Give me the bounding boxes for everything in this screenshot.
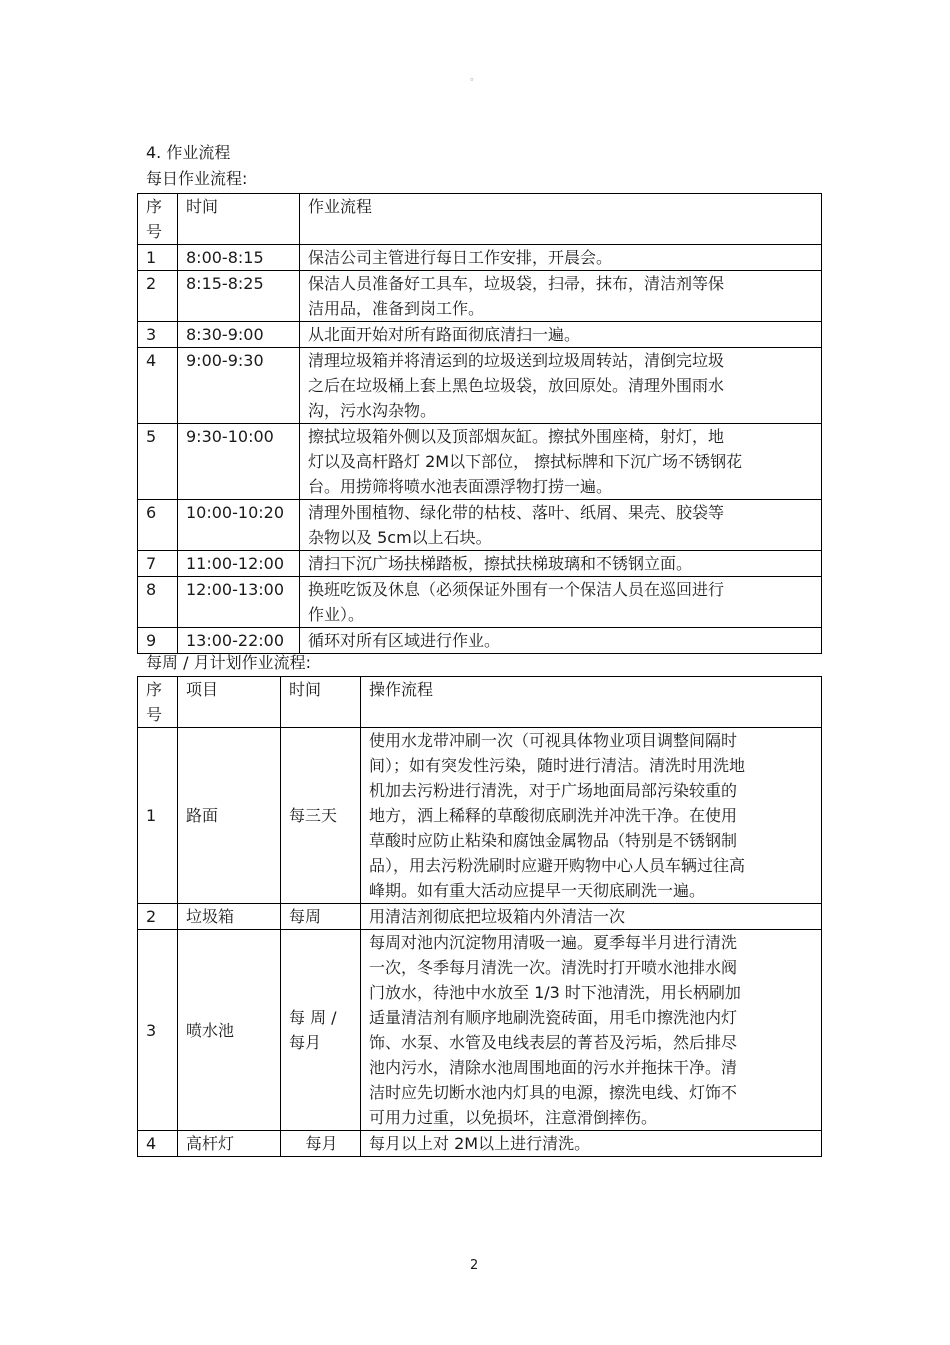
row-time: 13:00-22:00 [178,628,300,654]
weekly-table-title: 每周 / 月计划作业流程: [146,653,311,672]
table-header-row [138,677,822,728]
header-cell-process: 作业流程 [300,194,822,245]
table-header-row [138,194,822,245]
row-time: 每三天 [281,728,361,904]
row-time: 8:30-9:00 [178,322,300,348]
row-index: 4 [138,348,178,424]
row-item: 垃圾箱 [178,904,281,930]
table-row [138,424,822,500]
row-time: 10:00-10:20 [178,500,300,551]
row-time: 9:30-10:00 [178,424,300,500]
header-cell-operation: 操作流程 [361,677,822,728]
table-row [138,348,822,424]
row-operation: 每月以上对 2M以上进行清洗。 [361,1131,822,1157]
row-time: 8:15-8:25 [178,271,300,322]
row-index: 2 [138,271,178,322]
table-row [138,551,822,577]
header-cell-index: 序 号 [138,677,178,728]
row-index: 7 [138,551,178,577]
row-time: 8:00-8:15 [178,245,300,271]
row-item: 路面 [178,728,281,904]
section-title: 4. 作业流程 [146,143,231,162]
row-item: 高杆灯 [178,1131,281,1157]
row-index: 1 [138,245,178,271]
row-process: 保洁人员准备好工具车，垃圾袋，扫帚，抹布，清洁剂等保 洁用品，准备到岗工作。 [300,271,822,322]
row-index: 6 [138,500,178,551]
row-process: 保洁公司主管进行每日工作安排，开晨会。 [300,245,822,271]
table-row [138,322,822,348]
row-process: 擦拭垃圾箱外侧以及顶部烟灰缸。擦拭外围座椅，射灯，地 灯以及高杆路灯 2M以下部位， 擦拭标牌和下沉广场不锈钢花 台。用捞筛将喷水池表面漂浮物打捞一遍。 [300,424,822,500]
table-row [138,271,822,322]
row-index: 3 [138,930,178,1131]
row-time: 每周 [281,904,361,930]
table-row [138,1131,822,1157]
row-operation: 每周对池内沉淀物用清吸一遍。夏季每半月进行清洗 一次，冬季每月清洗一次。清洗时打开喷水池排水阀 门放水，待池中水放至 1/3 时下池清洗，用长柄刷加 适量清洁剂有顺序地刷洗瓷砖面，用毛巾擦洗池内灯 饰、水泵、水管及电线表层的菁苔及污垢，然后排尽 池内污水，清除水池周围地面的污水并拖抹干净。清 洁时应先切断水池内灯具的电源，擦洗电线、灯饰不 可用力过重，以免损坏，注意滑倒摔伤。 [361,930,822,1131]
row-time: 9:00-9:30 [178,348,300,424]
daily-table-title: 每日作业流程: [146,169,248,188]
row-index: 8 [138,577,178,628]
row-process: 循环对所有区域进行作业。 [300,628,822,654]
table-row [138,904,822,930]
row-process: 清扫下沉广场扶梯踏板，擦拭扶梯玻璃和不锈钢立面。 [300,551,822,577]
row-time: 每 周 / 每月 [281,930,361,1131]
table-row [138,628,822,654]
row-index: 4 [138,1131,178,1157]
row-process: 从北面开始对所有路面彻底清扫一遍。 [300,322,822,348]
row-time: 12:00-13:00 [178,577,300,628]
row-index: 2 [138,904,178,930]
table-row [138,500,822,551]
row-time: 11:00-12:00 [178,551,300,577]
daily-schedule-table [137,193,822,654]
weekly-monthly-table [137,676,822,1157]
row-index: 5 [138,424,178,500]
table-row [138,930,822,1131]
header-cell-time: 时间 [178,194,300,245]
row-item: 喷水池 [178,930,281,1131]
row-index: 9 [138,628,178,654]
table-row [138,245,822,271]
row-process: 清理垃圾箱并将清运到的垃圾送到垃圾周转站，清倒完垃圾 之后在垃圾桶上套上黑色垃圾袋，放回原处。清理外围雨水 沟，污水沟杂物。 [300,348,822,424]
row-process: 清理外围植物、绿化带的枯枝、落叶、纸屑、果壳、胶袋等 杂物以及 5cm以上石块。 [300,500,822,551]
header-cell-item: 项目 [178,677,281,728]
row-index: 3 [138,322,178,348]
row-operation: 使用水龙带冲刷一次（可视具体物业项目调整间隔时 间）；如有突发性污染，随时进行清洁。清洗时用洗地 机加去污粉进行清洗，对于广场地面局部污染较重的 地方，洒上稀释的草酸彻底刷洗并冲洗干净。在使用 草酸时应防止粘染和腐蚀金属物品（特别是不锈钢制 品），用去污粉洗刷时应避开购物中心人员车辆过往高 峰期。如有重大活动应提早一天彻底刷洗一遍。 [361,728,822,904]
header-cell-index: 序 号 [138,194,178,245]
row-index: 1 [138,728,178,904]
row-time: 每月 [281,1131,361,1157]
table-row [138,728,822,904]
row-operation: 用清洁剂彻底把垃圾箱内外清洁一次 [361,904,822,930]
page-number: 2 [470,1258,479,1273]
header-cell-time: 时间 [281,677,361,728]
row-process: 换班吃饭及休息（必须保证外围有一个保洁人员在巡回进行 作业）。 [300,577,822,628]
table-row [138,577,822,628]
header-mark: 。 [470,72,480,83]
